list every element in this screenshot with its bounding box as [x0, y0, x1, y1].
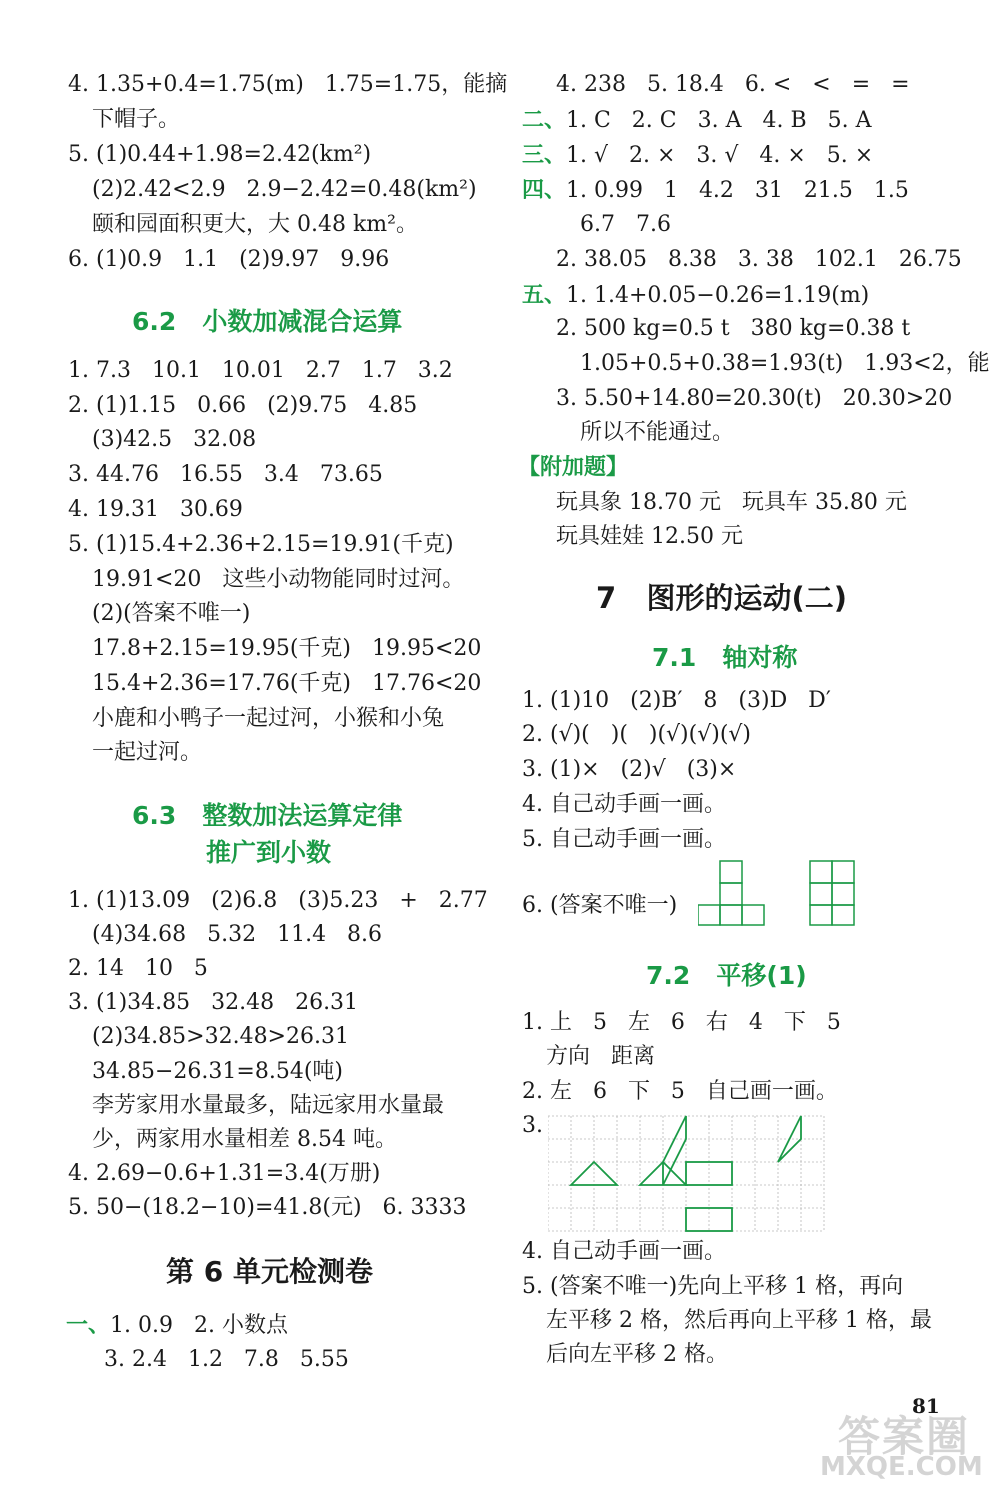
- answer-text: 15.4+2.36=17.76(千克) 17.76<20: [92, 671, 482, 696]
- answer-text: 玩具娃娃 12.50 元: [556, 524, 743, 549]
- bonus-heading: 【附加题】: [518, 455, 629, 480]
- answer-text: 2. 500 kg=0.5 t 380 kg=0.38 t: [556, 316, 911, 341]
- answer-text: 3. (1)34.85 32.48 26.31: [68, 990, 359, 1015]
- answer-text: (3)42.5 32.08: [92, 427, 257, 452]
- page-number: 81: [912, 1394, 940, 1418]
- chapter-heading-7: 7 图形的运动(二): [596, 581, 847, 615]
- answer-text: 3. 2.4 1.2 7.8 5.55: [104, 1347, 349, 1372]
- answer-text: 1. 1.4+0.05−0.26=1.19(m): [566, 283, 870, 308]
- answer-text: 左平移 2 格，然后再向上平移 1 格，最: [546, 1308, 932, 1333]
- answer-text: 5. (答案不唯一)先向上平移 1 格，再向: [522, 1274, 904, 1299]
- answer-text: 6.7 7.6: [580, 212, 671, 237]
- answer-text: 5. 自己动手画一画。: [522, 827, 726, 852]
- section-mark: 四、: [522, 177, 567, 203]
- answer-text: 方向 距离: [546, 1044, 655, 1069]
- watermark-logo: 答案圈: [838, 1412, 971, 1461]
- answer-text: 李芳家用水量最多，陆远家用水量最: [92, 1093, 445, 1118]
- answer-text: (2)2.42<2.9 2.9−2.42=0.48(km²): [92, 177, 477, 202]
- answer-text: 5. (1)0.44+1.98=2.42(km²): [68, 142, 372, 167]
- answer-text: 2. 38.05 8.38 3. 38 102.1 26.75: [556, 247, 962, 272]
- answer-text: (2)34.85>32.48>26.31: [92, 1024, 349, 1049]
- answer-text: [522, 280, 869, 311]
- section-mark: 五、: [522, 282, 567, 308]
- answer-text: 玩具象 18.70 元 玩具车 35.80 元: [556, 490, 907, 515]
- section-heading-6-3-sub: 推广到小数: [206, 838, 332, 867]
- answer-text: 1. 上 5 左 6 右 4 下 5: [522, 1010, 841, 1035]
- answer-text: (4)34.68 5.32 11.4 8.6: [92, 922, 383, 947]
- answer-text: 小鹿和小鸭子一起过河，小猴和小兔: [92, 706, 445, 731]
- answer-text: 6. (1)0.9 1.1 (2)9.97 9.96: [68, 247, 390, 272]
- watermark-url: MXQE.COM: [820, 1452, 983, 1482]
- answer-text: 17.8+2.15=19.95(千克) 19.95<20: [92, 636, 482, 661]
- answer-text: 4. 自己动手画一画。: [522, 1239, 726, 1264]
- answer-text: 4. 1.35+0.4=1.75(m) 1.75=1.75，能摘: [68, 72, 508, 97]
- answer-text: 2. (√)( )( )(√)(√)(√): [522, 722, 752, 747]
- answer-text: 4. 19.31 30.69: [68, 497, 243, 522]
- answer-text: 3. (1)× (2)√ (3)×: [522, 757, 737, 782]
- answer-text: 少，两家用水量相差 8.54 吨。: [92, 1127, 397, 1152]
- section-mark: 二、: [522, 107, 567, 133]
- answer-text: 5. 50−(18.2−10)=41.8(元) 6. 3333: [68, 1195, 467, 1220]
- answer-text: (2)(答案不唯一): [92, 601, 251, 626]
- answer-text: 19.91<20 这些小动物能同时过河。: [92, 567, 465, 592]
- answer-text: 下帽子。: [92, 107, 181, 132]
- section-mark: 三、: [522, 142, 567, 168]
- section-heading-7-1: 7.1 轴对称: [652, 643, 798, 672]
- answer-text: 2. 左 6 下 5 自己画一画。: [522, 1079, 838, 1104]
- answer-text: 3. 44.76 16.55 3.4 73.65: [68, 462, 383, 487]
- answer-text: 1. 7.3 10.1 10.01 2.7 1.7 3.2: [68, 358, 453, 383]
- answer-text: 1. 0.9 2. 小数点: [110, 1313, 288, 1338]
- answer-text: 1.05+0.5+0.38=1.93(t) 1.93<2，能: [580, 351, 990, 376]
- answer-text: 颐和园面积更大，大 0.48 km²。: [92, 212, 418, 237]
- answer-text: 1. 0.99 1 4.2 31 21.5 1.5: [566, 178, 909, 203]
- answer-text: 4. 2.69−0.6+1.31=3.4(万册): [68, 1161, 381, 1186]
- answer-text: 2. (1)1.15 0.66 (2)9.75 4.85: [68, 393, 418, 418]
- answer-text: 1. (1)10 (2)B′ 8 (3)D D′: [522, 688, 831, 713]
- answer-text: 4. 自己动手画一画。: [522, 792, 726, 817]
- section-heading-6-2: 6.2 小数加减混合运算: [132, 307, 403, 336]
- answer-text: 所以不能通过。: [580, 420, 735, 445]
- answer-text: 3.: [522, 1113, 543, 1138]
- answer-text: 4. 238 5. 18.4 6. < < = =: [556, 72, 910, 97]
- answer-text: 3. 5.50+14.80=20.30(t) 20.30>20: [556, 386, 953, 411]
- translation-grid-figure: [548, 1112, 828, 1236]
- unit-test-heading: 第 6 单元检测卷: [166, 1255, 373, 1288]
- answer-text: 5. (1)15.4+2.36+2.15=19.91(千克): [68, 532, 454, 557]
- section-mark: 一、: [66, 1312, 111, 1338]
- answer-text: [522, 105, 871, 136]
- answer-text: 一起过河。: [92, 740, 203, 765]
- section-heading-7-2: 7.2 平移(1): [646, 961, 807, 990]
- section-heading-6-3: 6.3 整数加法运算定律: [132, 801, 403, 830]
- answer-text: 1. (1)13.09 (2)6.8 (3)5.23 + 2.77: [68, 888, 488, 913]
- answer-text: [522, 140, 873, 171]
- answer-text: [66, 1310, 288, 1341]
- answer-text: 34.85−26.31=8.54(吨): [92, 1059, 343, 1084]
- answer-text: 6. (答案不唯一): [522, 893, 678, 918]
- answer-text: 后向左平移 2 格。: [546, 1342, 728, 1367]
- answer-text: 1. C 2. C 3. A 4. B 5. A: [566, 108, 872, 133]
- symmetry-shapes-figure: [698, 858, 858, 928]
- answer-text: 1. √ 2. × 3. √ 4. × 5. ×: [566, 143, 874, 168]
- answer-text: [522, 175, 909, 206]
- answer-text: 2. 14 10 5: [68, 956, 208, 981]
